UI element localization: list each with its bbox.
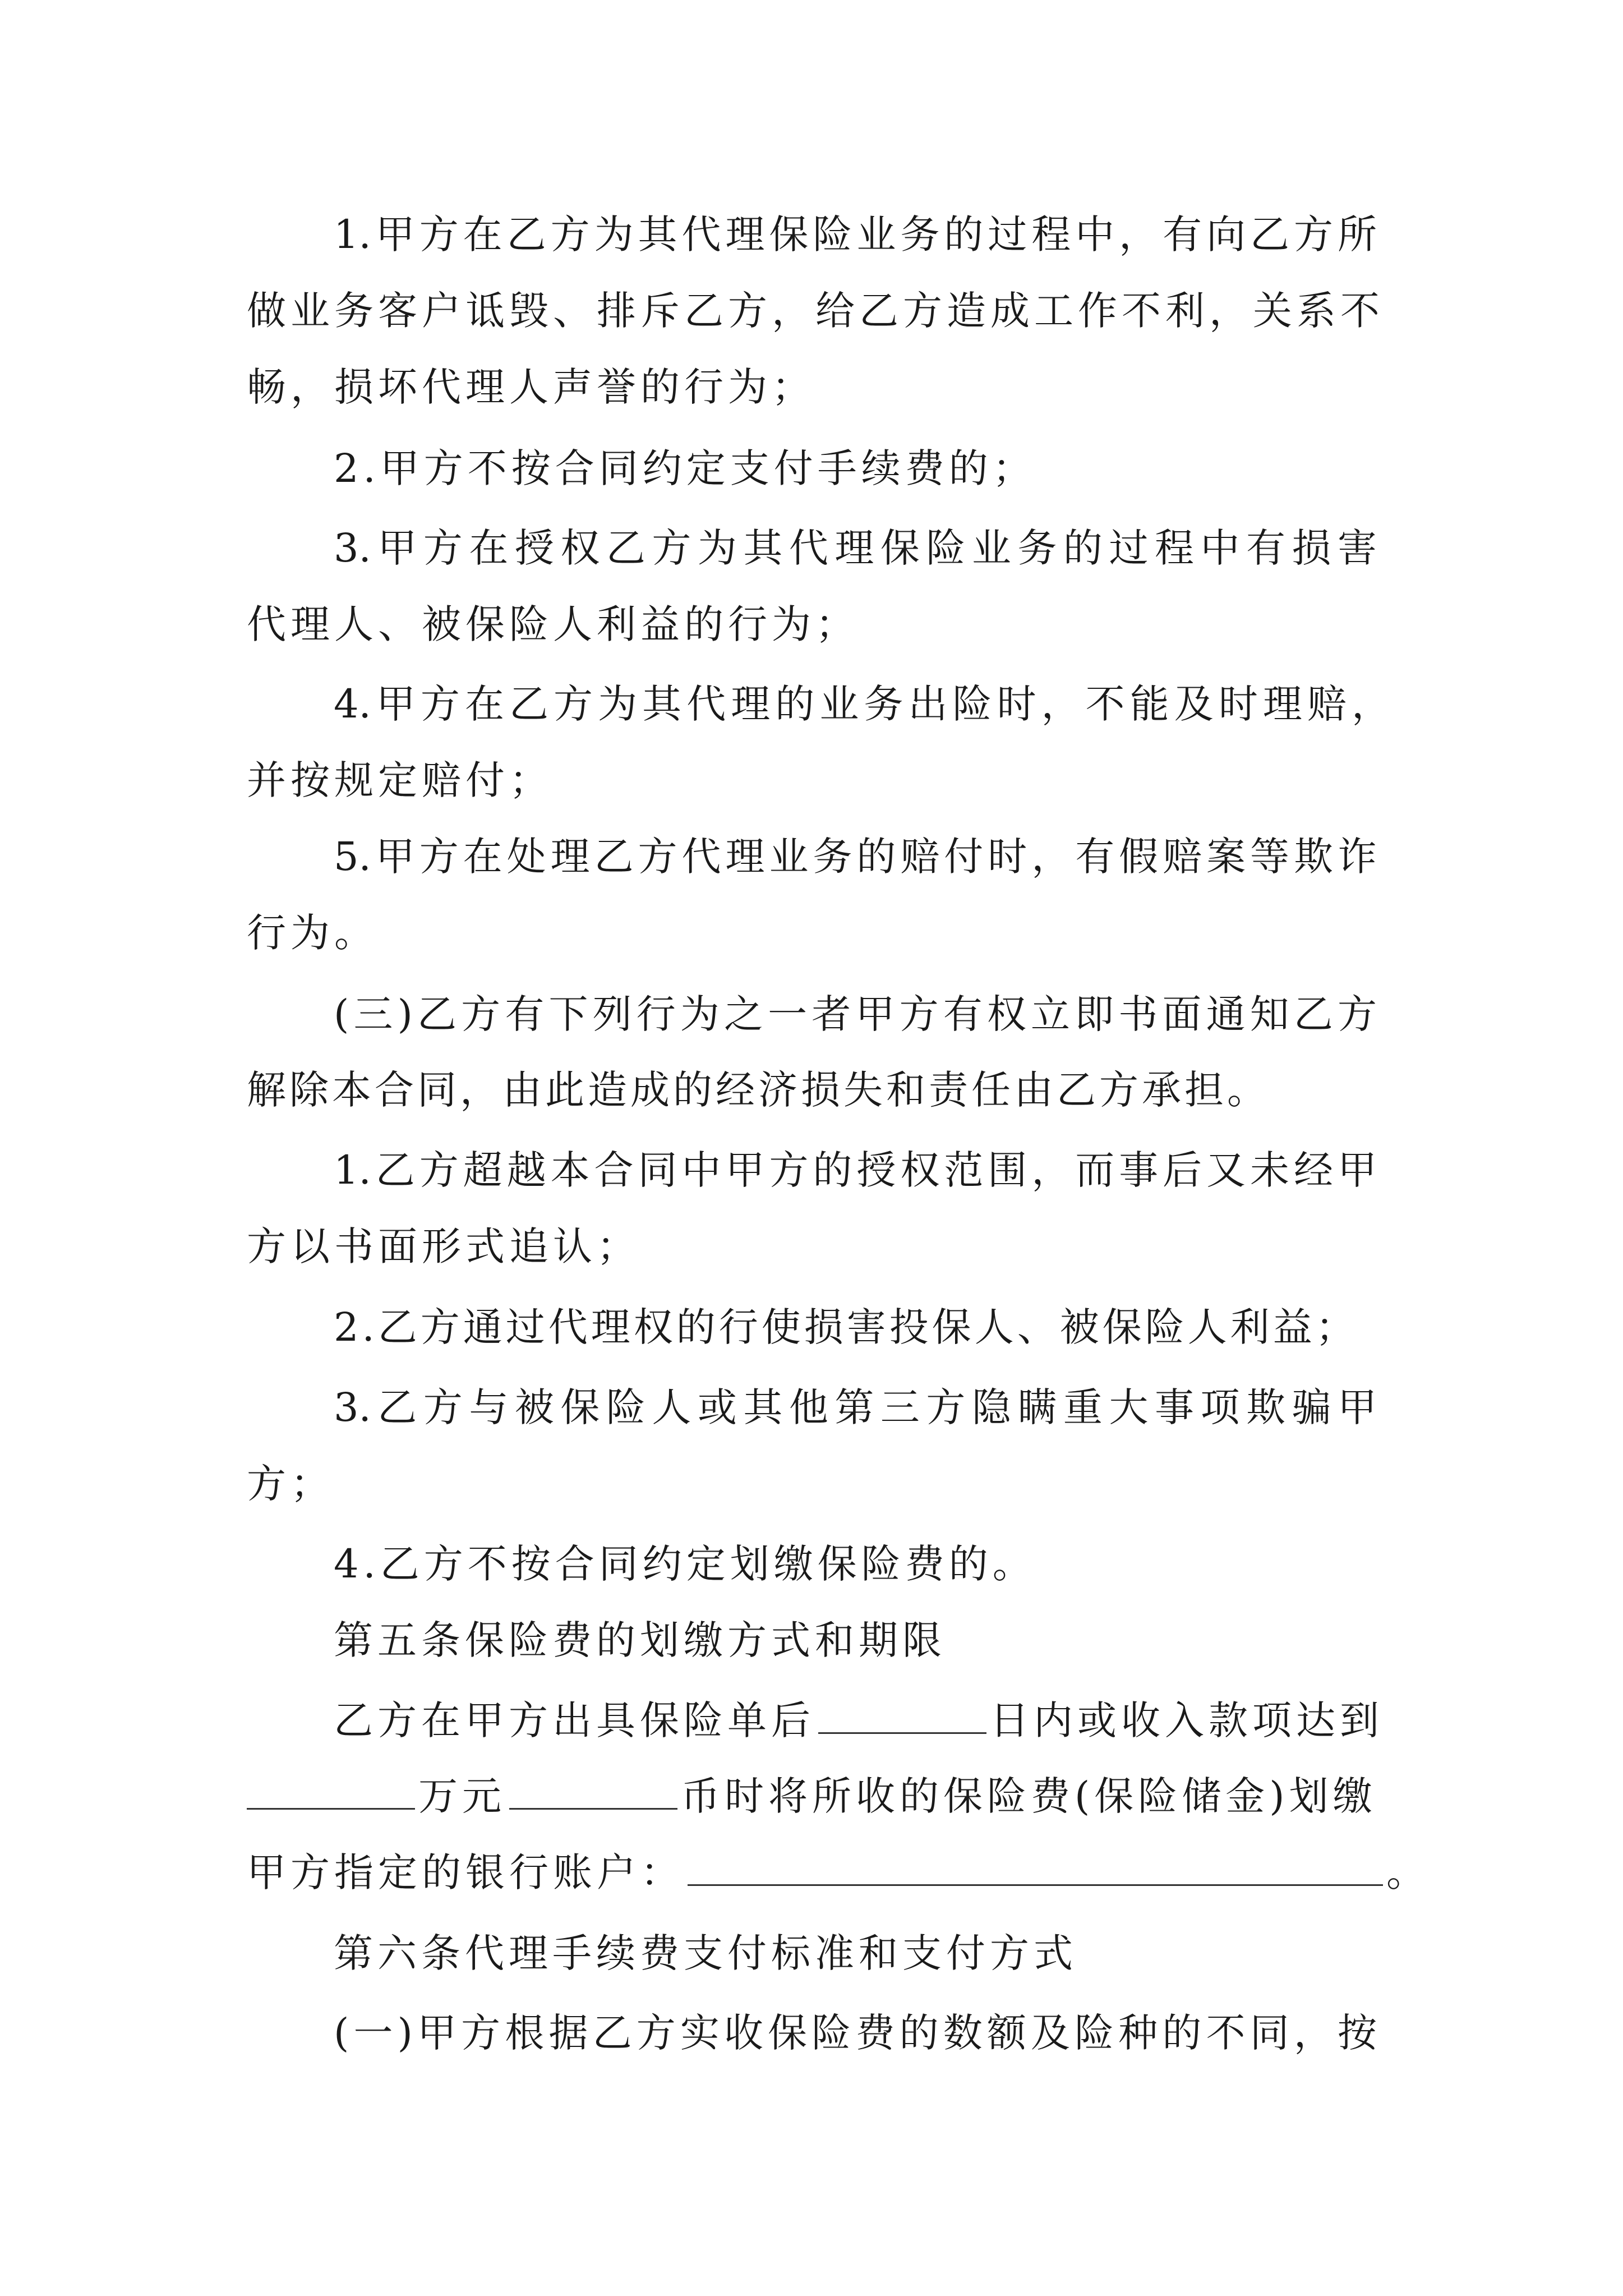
text-line-16: 3.乙方与被保险人或其他第三方隐瞒重大事项欺骗甲	[334, 1384, 1377, 1430]
blank-amount	[247, 1769, 415, 1810]
text-line-21-end: 币时将所收的保险费(保险储金)划缴	[681, 1773, 1377, 1819]
blank-bank-account	[688, 1845, 1383, 1886]
text-line-11: (三)乙方有下列行为之一者甲方有权立即书面通知乙方	[334, 991, 1377, 1037]
text-line-20-start: 乙方在甲方出具保险单后	[334, 1697, 815, 1743]
text-line-15: 2.乙方通过代理权的行使损害投保人、被保险人利益；	[334, 1304, 1358, 1350]
blank-days	[818, 1693, 986, 1734]
text-line-8: 并按规定赔付；	[247, 757, 553, 803]
text-line-22-end: 。	[1386, 1849, 1430, 1895]
text-line-21-unit: 万元	[418, 1773, 506, 1819]
text-line-24: (一)甲方根据乙方实收保险费的数额及险种的不同，按	[334, 2010, 1377, 2056]
text-line-22	[247, 1844, 1623, 1901]
text-line-9: 5.甲方在处理乙方代理业务的赔付时，有假赔案等欺诈	[334, 834, 1377, 880]
text-line-13: 1.乙方超越本合同中甲方的授权范围，而事后又未经甲	[334, 1147, 1377, 1193]
text-line-2: 做业务客户诋毁、排斥乙方，给乙方造成工作不利，关系不	[247, 288, 1380, 334]
text-line-14: 方以书面形式追认；	[247, 1223, 640, 1269]
text-line-18: 4.乙方不按合同约定划缴保险费的。	[334, 1541, 1036, 1587]
text-line-3: 畅，损坏代理人声誉的行为；	[247, 364, 815, 410]
text-line-19: 第五条保险费的划缴方式和期限	[334, 1617, 946, 1663]
text-line-20	[334, 1692, 1623, 1749]
text-line-21	[247, 1768, 1623, 1824]
text-line-17: 方；	[247, 1461, 334, 1507]
text-line-7: 4.甲方在乙方为其代理的业务出险时，不能及时理赔，	[334, 681, 1391, 727]
text-line-22-start: 甲方指定的银行账户：	[247, 1849, 684, 1895]
blank-currency	[509, 1769, 677, 1810]
text-line-10: 行为。	[247, 910, 378, 956]
text-line-23: 第六条代理手续费支付标准和支付方式	[334, 1930, 1077, 1976]
text-line-6: 代理人、被保险人利益的行为；	[247, 601, 859, 647]
text-line-12: 解除本合同，由此造成的经济损失和责任由乙方承担。	[247, 1067, 1270, 1113]
text-line-5: 3.甲方在授权乙方为其代理保险业务的过程中有损害	[334, 525, 1377, 571]
text-line-20-end: 日内或收入款项达到	[990, 1697, 1384, 1743]
text-line-1: 1.甲方在乙方为其代理保险业务的过程中，有向乙方所	[334, 211, 1377, 257]
text-line-4: 2.甲方不按合同约定支付手续费的；	[334, 445, 1036, 491]
